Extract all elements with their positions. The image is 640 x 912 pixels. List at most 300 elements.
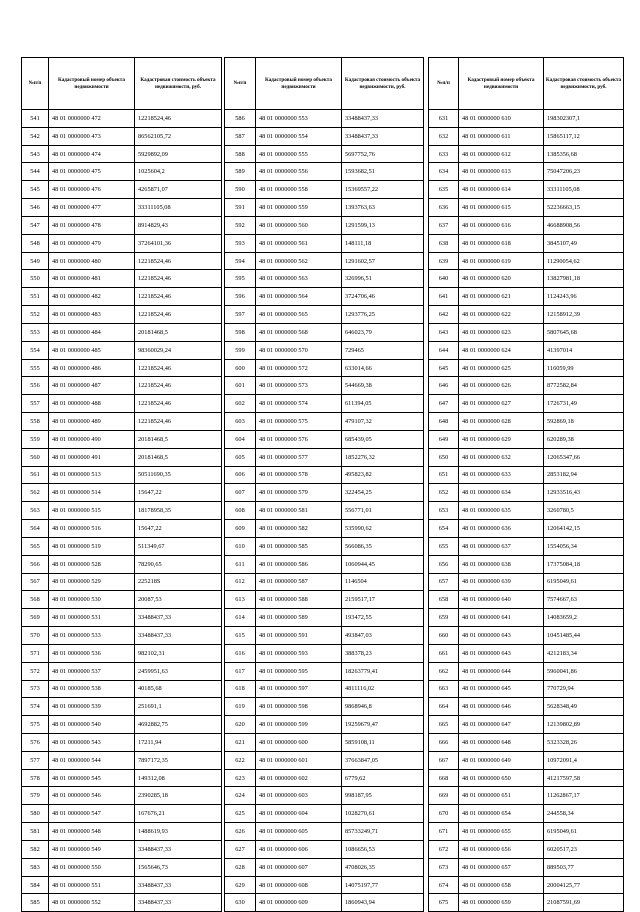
table-row [22, 181, 222, 199]
cadastral-cost: 511349,67 [135, 537, 222, 555]
row-number: 644 [429, 341, 459, 359]
row-number: 675 [429, 894, 459, 912]
row-number: 645 [429, 359, 459, 377]
row-number: 564 [22, 520, 49, 538]
cadastral-cost: 1488619,93 [135, 823, 222, 841]
row-number: 580 [22, 805, 49, 823]
cadastral-cost: 5929892,09 [135, 145, 222, 163]
row-number: 578 [22, 769, 49, 787]
cadastral-cost: 1593682,51 [342, 163, 424, 181]
cadastral-cost: 20004125,77 [544, 876, 624, 894]
cadastral-cost: 11290054,62 [544, 252, 624, 270]
row-number: 594 [225, 252, 256, 270]
table-row [429, 823, 624, 841]
cadastral-number: 48 01 0000000 654 [459, 805, 544, 823]
cadastral-number: 48 01 0000000 619 [459, 252, 544, 270]
table-row [22, 127, 222, 145]
table-row [429, 466, 624, 484]
row-number: 584 [22, 876, 49, 894]
row-number: 673 [429, 858, 459, 876]
cadastral-number: 48 01 0000000 537 [49, 662, 135, 680]
row-number: 604 [225, 430, 256, 448]
row-number: 541 [22, 110, 49, 128]
table-row [429, 733, 624, 751]
cadastral-number: 48 01 0000000 490 [49, 430, 135, 448]
cadastral-cost: 5697752,76 [342, 145, 424, 163]
cadastral-number: 48 01 0000000 659 [459, 894, 544, 912]
cadastral-number: 48 01 0000000 563 [256, 270, 342, 288]
cadastral-cost: 149312,08 [135, 769, 222, 787]
table-row [225, 555, 424, 573]
cadastral-number: 48 01 0000000 648 [459, 733, 544, 751]
table-row [429, 270, 624, 288]
header-cadastral-cost: Кадастровая стоимость объекта недвижимости, руб. [135, 58, 222, 110]
cadastral-number: 48 01 0000000 485 [49, 341, 135, 359]
cadastral-number: 48 01 0000000 513 [49, 466, 135, 484]
cadastral-cost: 1852276,32 [342, 448, 424, 466]
table-row [22, 323, 222, 341]
table-row [429, 110, 624, 128]
cadastral-cost: 1554056,34 [544, 537, 624, 555]
cadastral-number: 48 01 0000000 576 [256, 430, 342, 448]
table-row [22, 199, 222, 217]
table-row [22, 413, 222, 431]
cadastral-cost: 15647,22 [135, 484, 222, 502]
cadastral-cost: 646023,79 [342, 323, 424, 341]
cadastral-cost: 33311105,08 [135, 199, 222, 217]
cadastral-cost: 889503,77 [544, 858, 624, 876]
row-number: 569 [22, 609, 49, 627]
row-number: 659 [429, 609, 459, 627]
row-number: 577 [22, 751, 49, 769]
table-row [22, 377, 222, 395]
cadastral-cost: 98360029,24 [135, 341, 222, 359]
cadastral-cost: 6195049,61 [544, 573, 624, 591]
row-number: 547 [22, 216, 49, 234]
cadastral-cost: 14075197,77 [342, 876, 424, 894]
cadastral-cost: 4692882,75 [135, 716, 222, 734]
cadastral-cost: 20181468,5 [135, 430, 222, 448]
cadastral-cost: 50511690,35 [135, 466, 222, 484]
cadastral-cost: 11262867,17 [544, 787, 624, 805]
cadastral-cost: 14083659,2 [544, 609, 624, 627]
cadastral-number: 48 01 0000000 556 [256, 163, 342, 181]
row-number: 635 [429, 181, 459, 199]
cadastral-cost: 167676,21 [135, 805, 222, 823]
row-number: 572 [22, 662, 49, 680]
table-row [225, 751, 424, 769]
cadastral-cost: 19259679,47 [342, 716, 424, 734]
cadastral-number: 48 01 0000000 647 [459, 716, 544, 734]
table-row [225, 341, 424, 359]
cadastral-cost: 33488437,33 [342, 110, 424, 128]
cadastral-cost: 1025604,2 [135, 163, 222, 181]
cadastral-number: 48 01 0000000 651 [459, 787, 544, 805]
cadastral-number: 48 01 0000000 570 [256, 341, 342, 359]
cadastral-cost: 8772582,84 [544, 377, 624, 395]
cadastral-number: 48 01 0000000 577 [256, 448, 342, 466]
table-row [429, 591, 624, 609]
cadastral-number: 48 01 0000000 491 [49, 448, 135, 466]
row-number: 597 [225, 306, 256, 324]
cadastral-number: 48 01 0000000 551 [49, 876, 135, 894]
cadastral-number: 48 01 0000000 578 [256, 466, 342, 484]
row-number: 619 [225, 698, 256, 716]
row-number: 600 [225, 359, 256, 377]
row-number: 558 [22, 413, 49, 431]
cadastral-cost: 6020517,23 [544, 840, 624, 858]
row-number: 554 [22, 341, 49, 359]
table-row [225, 573, 424, 591]
table-row [429, 520, 624, 538]
cadastral-number: 48 01 0000000 586 [256, 555, 342, 573]
row-number: 629 [225, 876, 256, 894]
cadastral-cost: 86562105,72 [135, 127, 222, 145]
row-number: 628 [225, 858, 256, 876]
table-row [429, 448, 624, 466]
cadastral-number: 48 01 0000000 546 [49, 787, 135, 805]
row-number: 549 [22, 252, 49, 270]
cadastral-number: 48 01 0000000 550 [49, 858, 135, 876]
table-row [22, 698, 222, 716]
cadastral-cost: 12158912,39 [544, 306, 624, 324]
cadastral-number: 48 01 0000000 543 [49, 733, 135, 751]
table-row [22, 270, 222, 288]
cadastral-cost: 1124243,96 [544, 288, 624, 306]
row-number: 543 [22, 145, 49, 163]
table-row [429, 395, 624, 413]
table-row [429, 127, 624, 145]
cadastral-number: 48 01 0000000 539 [49, 698, 135, 716]
cadastral-number: 48 01 0000000 477 [49, 199, 135, 217]
cadastral-cost: 2459951,63 [135, 662, 222, 680]
cadastral-number: 48 01 0000000 516 [49, 520, 135, 538]
table-row [22, 252, 222, 270]
row-number: 662 [429, 662, 459, 680]
table-row [429, 787, 624, 805]
cadastral-cost: 21087591,69 [544, 894, 624, 912]
table-row [225, 395, 424, 413]
table-row [225, 216, 424, 234]
cadastral-cost: 148111,18 [342, 234, 424, 252]
cadastral-cost: 388378,23 [342, 644, 424, 662]
cadastral-number: 48 01 0000000 633 [459, 466, 544, 484]
cadastral-cost: 3724706,46 [342, 288, 424, 306]
cadastral-cost: 2390285,18 [135, 787, 222, 805]
cadastral-cost: 17375084,18 [544, 555, 624, 573]
cadastral-number: 48 01 0000000 637 [459, 537, 544, 555]
cadastral-cost: 198302307,1 [544, 110, 624, 128]
table-row [429, 181, 624, 199]
table-row [225, 591, 424, 609]
table-row [429, 858, 624, 876]
table-row [225, 733, 424, 751]
table-row [429, 145, 624, 163]
cadastral-number: 48 01 0000000 600 [256, 733, 342, 751]
cadastral-cost: 33488437,33 [135, 627, 222, 645]
cadastral-cost: 1291599,13 [342, 216, 424, 234]
cadastral-cost: 326996,51 [342, 270, 424, 288]
cadastral-number: 48 01 0000000 638 [459, 555, 544, 573]
table-row [225, 377, 424, 395]
cadastral-number: 48 01 0000000 488 [49, 395, 135, 413]
row-number: 557 [22, 395, 49, 413]
cadastral-number: 48 01 0000000 544 [49, 751, 135, 769]
cadastral-cost: 6779,62 [342, 769, 424, 787]
row-number: 630 [225, 894, 256, 912]
row-number: 573 [22, 680, 49, 698]
table-row [22, 751, 222, 769]
cadastral-cost: 12065347,66 [544, 448, 624, 466]
row-number: 641 [429, 288, 459, 306]
table-row [429, 627, 624, 645]
row-number: 653 [429, 502, 459, 520]
table-row [22, 769, 222, 787]
cadastral-number: 48 01 0000000 616 [459, 216, 544, 234]
cadastral-cost: 33488437,33 [135, 840, 222, 858]
row-number: 632 [429, 127, 459, 145]
table-row [225, 484, 424, 502]
cadastral-cost: 40185,68 [135, 680, 222, 698]
table-row [429, 573, 624, 591]
cadastral-number: 48 01 0000000 611 [459, 127, 544, 145]
cadastral-cost: 15865117,12 [544, 127, 624, 145]
cadastral-cost: 244558,34 [544, 805, 624, 823]
row-number: 607 [225, 484, 256, 502]
cadastral-cost: 3260780,5 [544, 502, 624, 520]
cadastral-number: 48 01 0000000 573 [256, 377, 342, 395]
table-row [225, 716, 424, 734]
row-number: 649 [429, 430, 459, 448]
cadastral-number: 48 01 0000000 615 [459, 199, 544, 217]
cadastral-cost: 4811116,02 [342, 680, 424, 698]
cadastral-number: 48 01 0000000 636 [459, 520, 544, 538]
cadastral-cost: 12218524,46 [135, 270, 222, 288]
row-number: 626 [225, 823, 256, 841]
cadastral-cost: 225218S [135, 573, 222, 591]
row-number: 668 [429, 769, 459, 787]
row-number: 618 [225, 680, 256, 698]
row-number: 561 [22, 466, 49, 484]
cadastral-number: 48 01 0000000 548 [49, 823, 135, 841]
row-number: 654 [429, 520, 459, 538]
table-row [225, 288, 424, 306]
row-number: 563 [22, 502, 49, 520]
table-row [429, 662, 624, 680]
header-number: №п/п [225, 58, 256, 110]
cadastral-cost: 4708026,35 [342, 858, 424, 876]
table-row [429, 288, 624, 306]
row-number: 587 [225, 127, 256, 145]
cadastral-number: 48 01 0000000 515 [49, 502, 135, 520]
cadastral-table-1 [21, 57, 222, 912]
cadastral-number: 48 01 0000000 628 [459, 413, 544, 431]
cadastral-number: 48 01 0000000 622 [459, 306, 544, 324]
cadastral-number: 48 01 0000000 635 [459, 502, 544, 520]
table-row [225, 894, 424, 912]
row-number: 665 [429, 716, 459, 734]
row-number: 622 [225, 751, 256, 769]
cadastral-number: 48 01 0000000 632 [459, 448, 544, 466]
row-number: 638 [429, 234, 459, 252]
table-row [225, 769, 424, 787]
row-number: 674 [429, 876, 459, 894]
header-cadastral-cost: Кадастровая стоимость объекта недвижимости, руб. [544, 58, 624, 110]
table-row [225, 520, 424, 538]
table-row [22, 520, 222, 538]
cadastral-cost: 2159517,17 [342, 591, 424, 609]
cadastral-number: 48 01 0000000 568 [256, 323, 342, 341]
cadastral-number: 48 01 0000000 585 [256, 537, 342, 555]
row-number: 546 [22, 199, 49, 217]
cadastral-number: 48 01 0000000 610 [459, 110, 544, 128]
row-number: 650 [429, 448, 459, 466]
table-row [225, 805, 424, 823]
cadastral-cost: 685439,05 [342, 430, 424, 448]
cadastral-cost: 12218524,46 [135, 413, 222, 431]
table-row [225, 823, 424, 841]
table-row [225, 430, 424, 448]
cadastral-cost: 20181468,5 [135, 323, 222, 341]
cadastral-number: 48 01 0000000 618 [459, 234, 544, 252]
cadastral-cost: 18263779,41 [342, 662, 424, 680]
cadastral-cost: 15647,22 [135, 520, 222, 538]
row-number: 579 [22, 787, 49, 805]
table-row [429, 805, 624, 823]
cadastral-number: 48 01 0000000 558 [256, 181, 342, 199]
cadastral-number: 48 01 0000000 621 [459, 288, 544, 306]
cadastral-number: 48 01 0000000 559 [256, 199, 342, 217]
cadastral-number: 48 01 0000000 640 [459, 591, 544, 609]
cadastral-number: 48 01 0000000 646 [459, 698, 544, 716]
header-cadastral-number: Кадастровый номер объекта недвижимости [459, 58, 544, 110]
cadastral-number: 48 01 0000000 612 [459, 145, 544, 163]
table-row [429, 252, 624, 270]
row-number: 640 [429, 270, 459, 288]
row-number: 666 [429, 733, 459, 751]
table-row [22, 662, 222, 680]
row-number: 598 [225, 323, 256, 341]
cadastral-cost: 85733249,71 [342, 823, 424, 841]
row-number: 643 [429, 323, 459, 341]
cadastral-cost: 770729,94 [544, 680, 624, 698]
table-row [429, 430, 624, 448]
row-number: 595 [225, 270, 256, 288]
cadastral-cost: 1860943,94 [342, 894, 424, 912]
table-row [429, 234, 624, 252]
row-number: 652 [429, 484, 459, 502]
table-body [225, 110, 424, 912]
cadastral-cost: 17211,94 [135, 733, 222, 751]
row-number: 603 [225, 413, 256, 431]
cadastral-cost: 1028270,61 [342, 805, 424, 823]
cadastral-cost: 5960041,86 [544, 662, 624, 680]
cadastral-number: 48 01 0000000 553 [256, 110, 342, 128]
row-number: 542 [22, 127, 49, 145]
cadastral-cost: 33311105,08 [544, 181, 624, 199]
cadastral-number: 48 01 0000000 574 [256, 395, 342, 413]
cadastral-number: 48 01 0000000 597 [256, 680, 342, 698]
row-number: 591 [225, 199, 256, 217]
cadastral-number: 48 01 0000000 644 [459, 662, 544, 680]
cadastral-number: 48 01 0000000 560 [256, 216, 342, 234]
cadastral-cost: 37663847,05 [342, 751, 424, 769]
cadastral-cost: 18178958,35 [135, 502, 222, 520]
table-row [22, 466, 222, 484]
table-row [429, 306, 624, 324]
cadastral-cost: 12064142,15 [544, 520, 624, 538]
table-row [225, 466, 424, 484]
table-row [429, 698, 624, 716]
row-number: 574 [22, 698, 49, 716]
table-row [429, 163, 624, 181]
table-row [429, 377, 624, 395]
row-number: 582 [22, 840, 49, 858]
row-number: 627 [225, 840, 256, 858]
table-row [225, 609, 424, 627]
row-number: 571 [22, 644, 49, 662]
cadastral-cost: 15369557,22 [342, 181, 424, 199]
cadastral-number: 48 01 0000000 598 [256, 698, 342, 716]
cadastral-number: 48 01 0000000 489 [49, 413, 135, 431]
table-row [225, 448, 424, 466]
cadastral-number: 48 01 0000000 540 [49, 716, 135, 734]
row-number: 566 [22, 555, 49, 573]
cadastral-number: 48 01 0000000 483 [49, 306, 135, 324]
cadastral-number: 48 01 0000000 645 [459, 680, 544, 698]
cadastral-number: 48 01 0000000 582 [256, 520, 342, 538]
table-row [22, 395, 222, 413]
cadastral-number: 48 01 0000000 627 [459, 395, 544, 413]
cadastral-number: 48 01 0000000 656 [459, 840, 544, 858]
table-row [225, 234, 424, 252]
row-number: 642 [429, 306, 459, 324]
row-number: 609 [225, 520, 256, 538]
table-row [429, 341, 624, 359]
cadastral-number: 48 01 0000000 623 [459, 323, 544, 341]
row-number: 570 [22, 627, 49, 645]
cadastral-cost: 6195049,61 [544, 823, 624, 841]
cadastral-number: 48 01 0000000 565 [256, 306, 342, 324]
cadastral-cost: 52236663,15 [544, 199, 624, 217]
cadastral-number: 48 01 0000000 562 [256, 252, 342, 270]
cadastral-number: 48 01 0000000 595 [256, 662, 342, 680]
cadastral-number: 48 01 0000000 641 [459, 609, 544, 627]
row-number: 559 [22, 430, 49, 448]
cadastral-cost: 1293776,25 [342, 306, 424, 324]
cadastral-cost: 3845107,49 [544, 234, 624, 252]
table-row [429, 537, 624, 555]
row-number: 620 [225, 716, 256, 734]
cadastral-cost: 12139802,89 [544, 716, 624, 734]
table-row [22, 876, 222, 894]
cadastral-number: 48 01 0000000 655 [459, 823, 544, 841]
table-row [22, 537, 222, 555]
table-row [22, 216, 222, 234]
cadastral-number: 48 01 0000000 529 [49, 573, 135, 591]
cadastral-number: 48 01 0000000 549 [49, 840, 135, 858]
table-row [225, 252, 424, 270]
row-number: 593 [225, 234, 256, 252]
table-row [225, 199, 424, 217]
cadastral-number: 48 01 0000000 587 [256, 573, 342, 591]
table-row [22, 627, 222, 645]
row-number: 615 [225, 627, 256, 645]
row-number: 605 [225, 448, 256, 466]
cadastral-number: 48 01 0000000 533 [49, 627, 135, 645]
row-number: 550 [22, 270, 49, 288]
cadastral-number: 48 01 0000000 538 [49, 680, 135, 698]
